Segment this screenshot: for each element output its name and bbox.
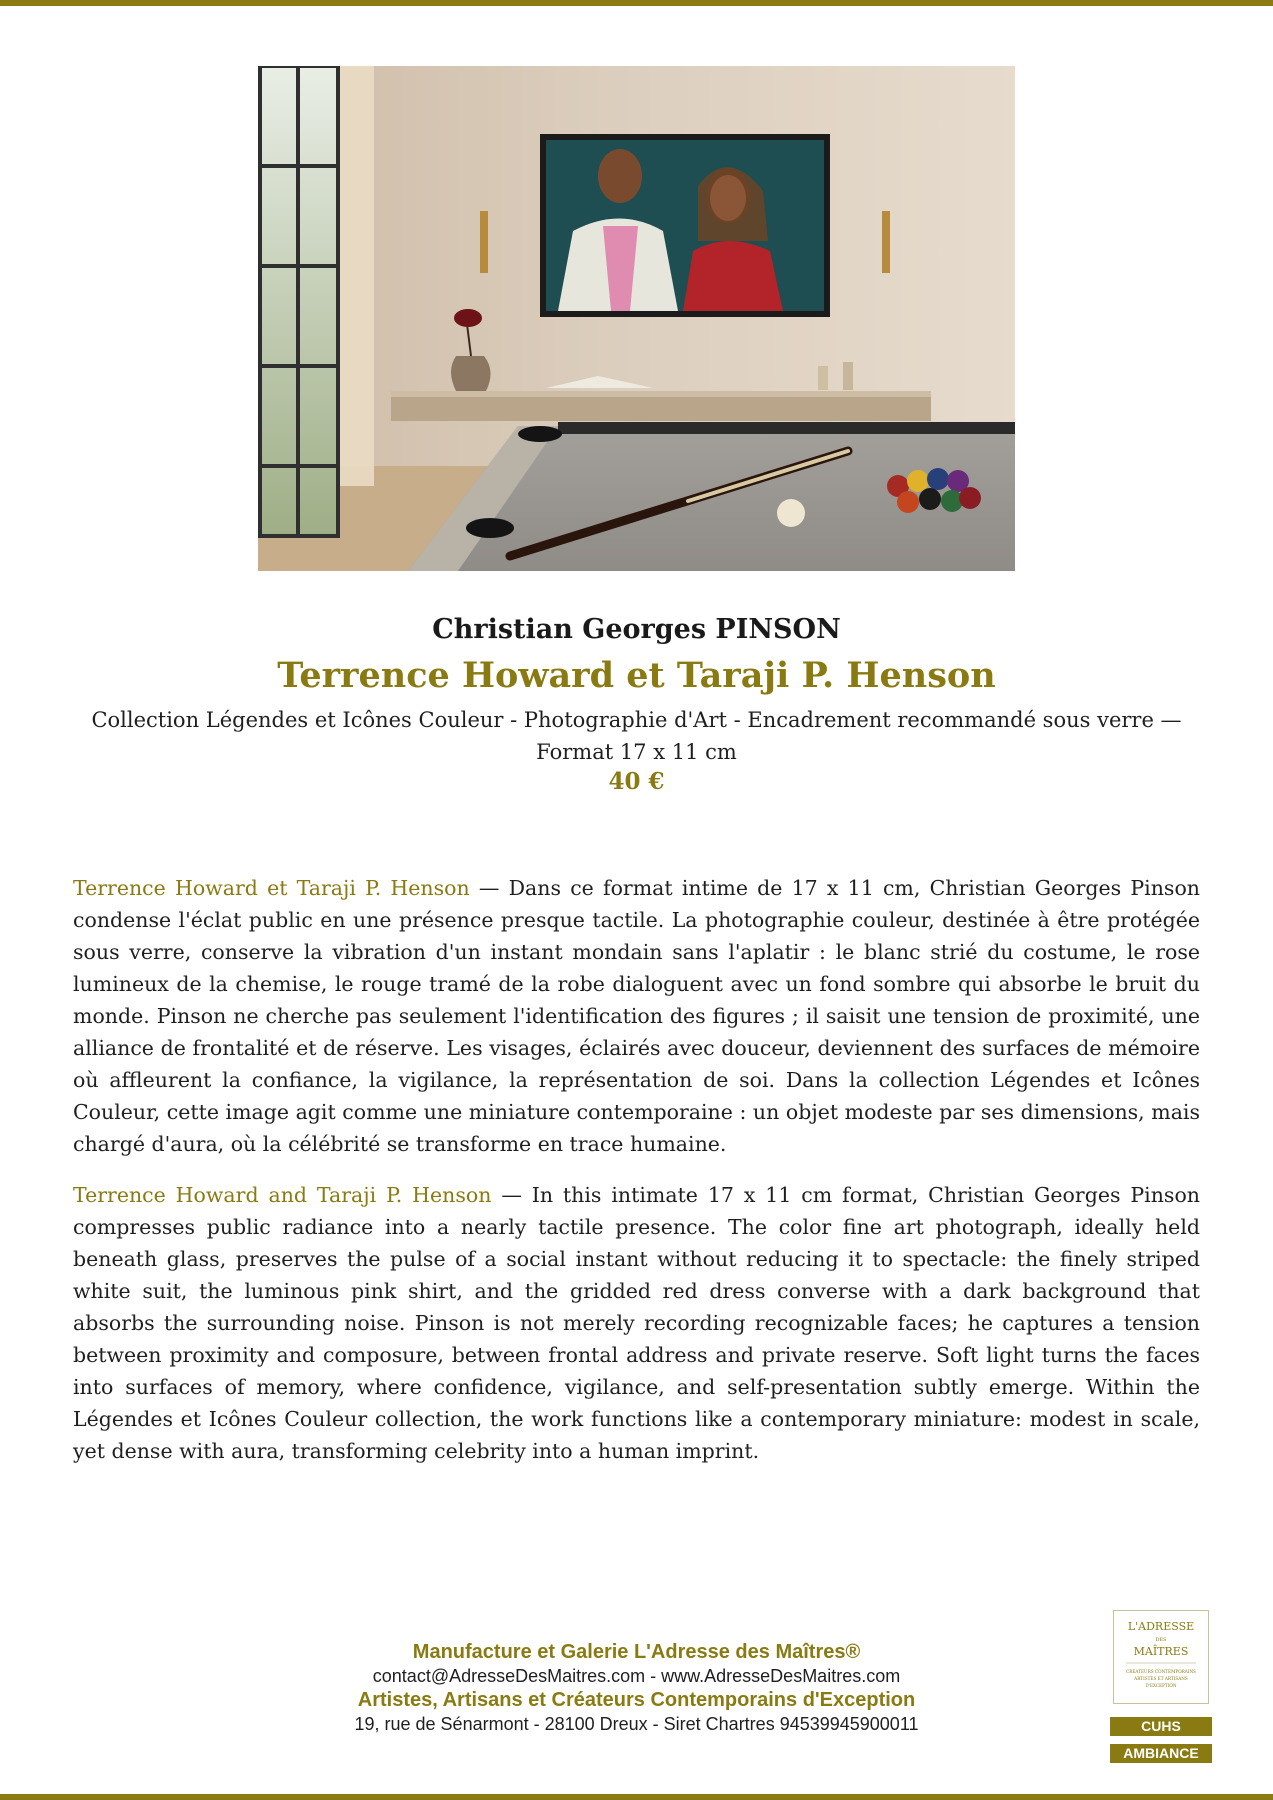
footer-contact: contact@AdresseDesMaitres.com - www.AdresseDesMaitres.com (372, 1666, 901, 1686)
artwork-title: Terrence Howard et Taraji P. Henson (277, 655, 996, 696)
badge-ambiance: AMBIANCE (1110, 1744, 1212, 1763)
footer-tagline: Artistes, Artisans et Créateurs Contemporains d'Exception (357, 1689, 916, 1711)
logo-line-1: L'ADRESSE (1127, 1620, 1195, 1633)
description-english (73, 1179, 1200, 1467)
logo-line-6: D'EXCEPTION (1145, 1683, 1177, 1688)
footer-company: Manufacture et Galerie L'Adresse des Maîtres® (412, 1641, 861, 1663)
footer-address: 19, rue de Sénarmont - 28100 Dreux - Siret Chartres 94539945900011 (354, 1714, 919, 1734)
artwork-price: 40 € (608, 768, 665, 795)
description-french (73, 872, 1200, 1160)
logo-line-4: CRÉATEURS CONTEMPORAINS (1126, 1669, 1196, 1674)
description-french-lead: Terrence Howard et Taraji P. Henson (73, 876, 470, 900)
logo-line-3: MAÎTRES (1133, 1645, 1189, 1658)
badge-cuhs: CUHS (1110, 1717, 1212, 1736)
bottom-accent-rule (0, 1794, 1273, 1800)
logo-line-2: DES (1155, 1637, 1167, 1643)
artwork-subtitle: Collection Légendes et Icônes Couleur - Photographie d'Art - Encadrement recommandé sous verre — Format 17 x 11 cm (91, 708, 1182, 764)
description-english-text: — In this intimate 17 x 11 cm format, Christian Georges Pinson compresses public radiance into a nearly tactile presence. The color fine art photograph, ideally held beneath glass, preserves the pulse of a social instant without reducing it to spectacle: the finely striped white suit, the luminous pink shirt, and the gridded red dress converse with a dark background that absorbs the surrounding noise. Pinson is not merely recording recognizable faces; he captures a tension between proximity and composure, between frontal address and private reserve. Soft light turns the faces into surfaces of memory, where confidence, vigilance, and self-presentation subtly emerge. Within the Légendes et Icônes Couleur collection, the work functions like a contemporary miniature: modest in scale, yet dense with aura, transforming celebrity into a human imprint. (73, 1183, 1200, 1463)
logo-line-5: ARTISTES ET ARTISANS (1134, 1676, 1188, 1681)
description-english-lead: Terrence Howard and Taraji P. Henson (73, 1183, 492, 1207)
top-accent-rule (0, 0, 1273, 6)
gallery-logo (1113, 1610, 1209, 1704)
artist-name: Christian Georges PINSON (432, 614, 841, 645)
description-french-text: — Dans ce format intime de 17 x 11 cm, Christian Georges Pinson condense l'éclat public en une présence presque tactile. La photographie couleur, destinée à être protégée sous verre, conserve la vibration d'un instant mondain sans l'aplatir : le blanc strié du costume, le rose lumineux de la chemise, le rouge tramé de la robe dialoguent avec un fond sombre qui absorbe le bruit du monde. Pinson ne cherche pas seulement l'identification des figures ; il saisit une tension de proximité, une alliance de frontalité et de réserve. Les visages, éclairés avec douceur, deviennent des surfaces de mémoire où affleurent la confiance, la vigilance, la représentation de soi. Dans la collection Légendes et Icônes Couleur, cette image agit comme une miniature contemporaine : un objet modeste par ses dimensions, mais chargé d'aura, où la célébrité se transforme en trace humaine. (73, 876, 1200, 1156)
footer (240, 1640, 1033, 1736)
hero-room-image (258, 66, 1015, 571)
